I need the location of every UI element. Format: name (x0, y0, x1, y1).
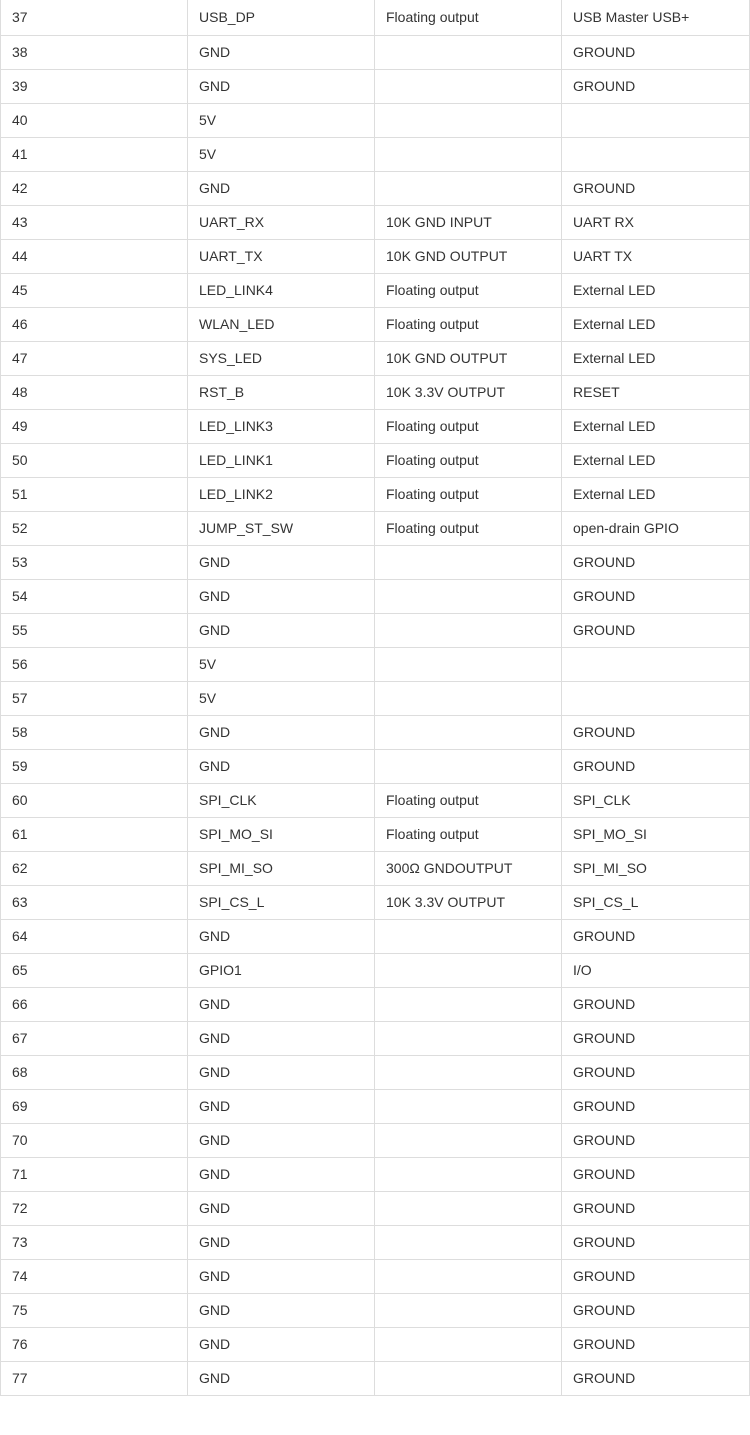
pin-number-cell: 68 (1, 1055, 188, 1089)
signal-name-cell: SYS_LED (188, 341, 375, 375)
pin-function-cell: GROUND (562, 1191, 750, 1225)
table-row (1, 613, 750, 647)
pin-number-cell: 74 (1, 1259, 188, 1293)
table-row (1, 137, 750, 171)
table-row (1, 817, 750, 851)
pin-number-cell: 40 (1, 103, 188, 137)
table-row (1, 103, 750, 137)
pin-function-cell (562, 103, 750, 137)
signal-name-cell: GND (188, 69, 375, 103)
signal-name-cell: GND (188, 1089, 375, 1123)
pin-function-cell: GROUND (562, 715, 750, 749)
pin-number-cell: 76 (1, 1327, 188, 1361)
table-row (1, 1293, 750, 1327)
table-row (1, 579, 750, 613)
pin-function-cell: GROUND (562, 69, 750, 103)
pin-number-cell: 66 (1, 987, 188, 1021)
pin-state-cell: Floating output (375, 307, 562, 341)
signal-name-cell: SPI_CLK (188, 783, 375, 817)
table-row (1, 987, 750, 1021)
pin-function-cell: SPI_CS_L (562, 885, 750, 919)
pin-state-cell: 10K 3.3V OUTPUT (375, 885, 562, 919)
pin-number-cell: 70 (1, 1123, 188, 1157)
pin-number-cell: 52 (1, 511, 188, 545)
pin-state-cell (375, 137, 562, 171)
pin-table-body (1, 0, 750, 1395)
pin-state-cell: Floating output (375, 443, 562, 477)
signal-name-cell: USB_DP (188, 0, 375, 35)
pin-function-cell: External LED (562, 273, 750, 307)
pin-state-cell: Floating output (375, 0, 562, 35)
pin-function-cell: GROUND (562, 545, 750, 579)
pin-state-cell: 10K GND INPUT (375, 205, 562, 239)
pin-number-cell: 73 (1, 1225, 188, 1259)
table-row (1, 1361, 750, 1395)
pin-function-cell: External LED (562, 307, 750, 341)
pin-number-cell: 75 (1, 1293, 188, 1327)
signal-name-cell: LED_LINK2 (188, 477, 375, 511)
signal-name-cell: GND (188, 35, 375, 69)
table-row (1, 885, 750, 919)
pin-state-cell (375, 1293, 562, 1327)
pin-state-cell (375, 579, 562, 613)
signal-name-cell: GPIO1 (188, 953, 375, 987)
pin-number-cell: 71 (1, 1157, 188, 1191)
table-row (1, 1327, 750, 1361)
signal-name-cell: 5V (188, 103, 375, 137)
pin-number-cell: 72 (1, 1191, 188, 1225)
signal-name-cell: GND (188, 1123, 375, 1157)
pin-number-cell: 67 (1, 1021, 188, 1055)
table-row (1, 35, 750, 69)
pin-state-cell: 10K GND OUTPUT (375, 239, 562, 273)
pin-state-cell (375, 1157, 562, 1191)
table-row (1, 1259, 750, 1293)
signal-name-cell: GND (188, 749, 375, 783)
signal-name-cell: JUMP_ST_SW (188, 511, 375, 545)
pin-function-cell: GROUND (562, 1055, 750, 1089)
signal-name-cell: GND (188, 1157, 375, 1191)
pin-state-cell (375, 35, 562, 69)
table-row (1, 307, 750, 341)
pin-number-cell: 65 (1, 953, 188, 987)
table-row (1, 1225, 750, 1259)
pin-state-cell: 10K 3.3V OUTPUT (375, 375, 562, 409)
table-row (1, 1055, 750, 1089)
table-row (1, 1089, 750, 1123)
table-row (1, 273, 750, 307)
table-row (1, 0, 750, 35)
table-row (1, 1123, 750, 1157)
signal-name-cell: GND (188, 171, 375, 205)
pin-state-cell (375, 1327, 562, 1361)
pin-number-cell: 53 (1, 545, 188, 579)
pin-number-cell: 41 (1, 137, 188, 171)
pin-number-cell: 57 (1, 681, 188, 715)
table-row (1, 171, 750, 205)
signal-name-cell: WLAN_LED (188, 307, 375, 341)
pin-state-cell (375, 1123, 562, 1157)
table-row (1, 953, 750, 987)
signal-name-cell: GND (188, 1191, 375, 1225)
table-row (1, 69, 750, 103)
table-row (1, 1157, 750, 1191)
pin-state-cell (375, 1259, 562, 1293)
pin-number-cell: 46 (1, 307, 188, 341)
table-row (1, 1191, 750, 1225)
pin-state-cell: 300Ω GNDOUTPUT (375, 851, 562, 885)
signal-name-cell: UART_TX (188, 239, 375, 273)
pin-number-cell: 50 (1, 443, 188, 477)
pin-function-cell: GROUND (562, 171, 750, 205)
pin-state-cell (375, 613, 562, 647)
pin-state-cell (375, 1225, 562, 1259)
pin-state-cell (375, 647, 562, 681)
pin-function-cell: GROUND (562, 919, 750, 953)
pin-function-cell (562, 647, 750, 681)
pin-state-cell (375, 987, 562, 1021)
table-row (1, 1021, 750, 1055)
pin-state-cell (375, 715, 562, 749)
pin-function-cell: GROUND (562, 1157, 750, 1191)
pin-state-cell (375, 1021, 562, 1055)
pin-function-cell: SPI_CLK (562, 783, 750, 817)
signal-name-cell: GND (188, 1021, 375, 1055)
signal-name-cell: SPI_CS_L (188, 885, 375, 919)
pin-function-cell: GROUND (562, 1123, 750, 1157)
pin-number-cell: 49 (1, 409, 188, 443)
pin-number-cell: 59 (1, 749, 188, 783)
pin-function-cell: UART RX (562, 205, 750, 239)
pin-state-cell (375, 171, 562, 205)
signal-name-cell: LED_LINK3 (188, 409, 375, 443)
pin-number-cell: 62 (1, 851, 188, 885)
table-row (1, 647, 750, 681)
pin-function-cell: GROUND (562, 1259, 750, 1293)
pin-number-cell: 69 (1, 1089, 188, 1123)
pin-number-cell: 48 (1, 375, 188, 409)
pin-number-cell: 42 (1, 171, 188, 205)
signal-name-cell: GND (188, 1225, 375, 1259)
pin-state-cell (375, 1055, 562, 1089)
pin-state-cell (375, 749, 562, 783)
signal-name-cell: GND (188, 1361, 375, 1395)
signal-name-cell: GND (188, 919, 375, 953)
signal-name-cell: GND (188, 613, 375, 647)
signal-name-cell: GND (188, 545, 375, 579)
signal-name-cell: SPI_MO_SI (188, 817, 375, 851)
table-row (1, 783, 750, 817)
pin-function-cell: External LED (562, 409, 750, 443)
signal-name-cell: 5V (188, 647, 375, 681)
pin-function-cell: RESET (562, 375, 750, 409)
pin-number-cell: 58 (1, 715, 188, 749)
pin-state-cell (375, 545, 562, 579)
signal-name-cell: GND (188, 715, 375, 749)
pin-number-cell: 39 (1, 69, 188, 103)
table-row (1, 715, 750, 749)
pin-state-cell (375, 681, 562, 715)
pin-function-cell: GROUND (562, 35, 750, 69)
pin-number-cell: 51 (1, 477, 188, 511)
signal-name-cell: GND (188, 987, 375, 1021)
pin-function-cell: GROUND (562, 1225, 750, 1259)
pin-state-cell: Floating output (375, 783, 562, 817)
pin-state-cell: 10K GND OUTPUT (375, 341, 562, 375)
pin-number-cell: 54 (1, 579, 188, 613)
pin-function-cell: External LED (562, 477, 750, 511)
pin-number-cell: 38 (1, 35, 188, 69)
pin-function-cell: External LED (562, 443, 750, 477)
table-row (1, 205, 750, 239)
table-row (1, 681, 750, 715)
signal-name-cell: RST_B (188, 375, 375, 409)
signal-name-cell: GND (188, 579, 375, 613)
signal-name-cell: LED_LINK4 (188, 273, 375, 307)
pin-function-cell: GROUND (562, 1089, 750, 1123)
pin-state-cell: Floating output (375, 273, 562, 307)
pin-state-cell: Floating output (375, 409, 562, 443)
pin-function-cell: GROUND (562, 1361, 750, 1395)
signal-name-cell: LED_LINK1 (188, 443, 375, 477)
pin-function-cell: I/O (562, 953, 750, 987)
pin-state-cell (375, 103, 562, 137)
pin-number-cell: 55 (1, 613, 188, 647)
table-row (1, 443, 750, 477)
signal-name-cell: GND (188, 1293, 375, 1327)
pin-number-cell: 64 (1, 919, 188, 953)
pin-function-cell (562, 681, 750, 715)
pin-number-cell: 77 (1, 1361, 188, 1395)
pin-number-cell: 37 (1, 0, 188, 35)
pin-state-cell: Floating output (375, 477, 562, 511)
pin-function-cell: SPI_MI_SO (562, 851, 750, 885)
pin-state-cell (375, 1089, 562, 1123)
signal-name-cell: GND (188, 1259, 375, 1293)
pin-function-cell: GROUND (562, 613, 750, 647)
pin-state-cell (375, 1191, 562, 1225)
table-row (1, 851, 750, 885)
pin-number-cell: 43 (1, 205, 188, 239)
signal-name-cell: SPI_MI_SO (188, 851, 375, 885)
signal-name-cell: 5V (188, 681, 375, 715)
table-row (1, 511, 750, 545)
pin-function-cell: GROUND (562, 1293, 750, 1327)
pin-number-cell: 61 (1, 817, 188, 851)
pin-number-cell: 47 (1, 341, 188, 375)
table-row (1, 409, 750, 443)
pin-function-cell: GROUND (562, 1021, 750, 1055)
pin-number-cell: 45 (1, 273, 188, 307)
pin-function-cell: SPI_MO_SI (562, 817, 750, 851)
pin-number-cell: 60 (1, 783, 188, 817)
pin-function-cell: GROUND (562, 579, 750, 613)
table-row (1, 545, 750, 579)
table-row (1, 239, 750, 273)
table-row (1, 749, 750, 783)
pin-function-cell: GROUND (562, 987, 750, 1021)
pin-function-cell: open-drain GPIO (562, 511, 750, 545)
pin-number-cell: 56 (1, 647, 188, 681)
pin-function-cell: USB Master USB+ (562, 0, 750, 35)
pin-state-cell (375, 953, 562, 987)
pin-state-cell: Floating output (375, 511, 562, 545)
table-row (1, 919, 750, 953)
pin-number-cell: 44 (1, 239, 188, 273)
signal-name-cell: GND (188, 1327, 375, 1361)
pin-state-cell (375, 1361, 562, 1395)
table-row (1, 341, 750, 375)
table-row (1, 477, 750, 511)
pin-state-cell: Floating output (375, 817, 562, 851)
signal-name-cell: GND (188, 1055, 375, 1089)
signal-name-cell: 5V (188, 137, 375, 171)
pin-function-cell: UART TX (562, 239, 750, 273)
pin-function-cell: External LED (562, 341, 750, 375)
pin-function-cell: GROUND (562, 749, 750, 783)
pin-number-cell: 63 (1, 885, 188, 919)
signal-name-cell: UART_RX (188, 205, 375, 239)
pin-state-cell (375, 919, 562, 953)
table-row (1, 375, 750, 409)
pin-function-cell (562, 137, 750, 171)
pin-function-cell: GROUND (562, 1327, 750, 1361)
pin-state-cell (375, 69, 562, 103)
